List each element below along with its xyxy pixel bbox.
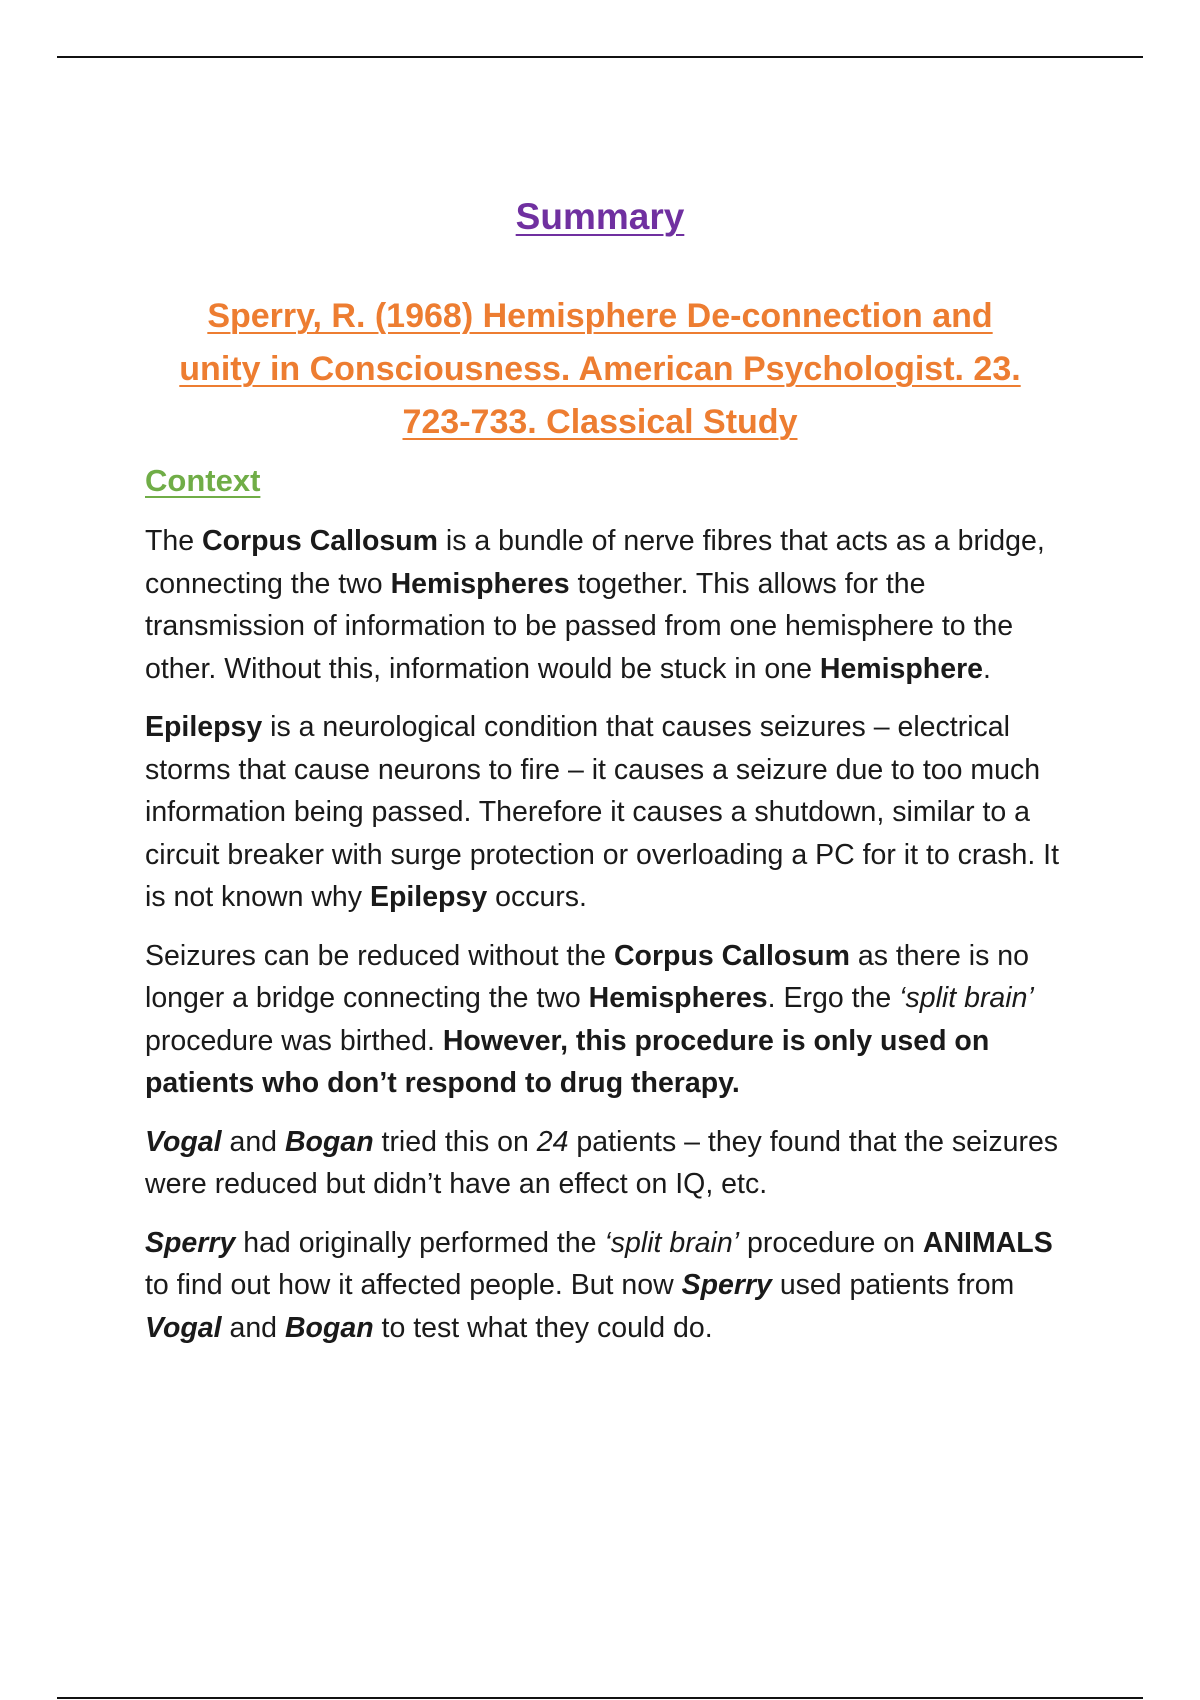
text-run: as there is no longer a bridge connecting the two <box>145 939 1029 1014</box>
bottom-horizontal-rule <box>57 1697 1143 1699</box>
text-run: had originally performed the <box>235 1226 605 1259</box>
text-run: Hemispheres <box>588 982 768 1014</box>
text-run: is a neurological condition that causes seizures – electrical storms that cause neurons to fire – it causes a seizure due to too much information being passed. Therefore it causes a shutdown, similar to a circuit breaker with surge protection or overloading a PC for it to crash. It is not known why <box>145 711 1059 913</box>
citation-line-2: unity in Consciousness. American Psychologist. 23. <box>179 350 1021 388</box>
text-run: occurs. <box>487 881 587 913</box>
text-run: and <box>221 1311 285 1344</box>
text-run: ‘split brain’ <box>899 982 1034 1014</box>
top-horizontal-rule <box>57 56 1143 58</box>
citation-line-1: Sperry, R. (1968) Hemisphere De-connection and <box>207 297 993 335</box>
text-run: Vogal <box>145 1311 222 1344</box>
text-run: . <box>983 652 991 685</box>
text-run: Corpus Callosum <box>613 939 850 972</box>
citation-line-3: 723-733. Classical Study <box>402 403 798 441</box>
text-run: Epilepsy <box>369 881 488 913</box>
text-run: procedure on <box>739 1226 923 1259</box>
text-run: to find out how it affected people. But now <box>145 1269 682 1301</box>
text-run: ANIMALS <box>922 1226 1053 1259</box>
paragraph-seizures <box>145 935 1065 1105</box>
text-run: Hemispheres <box>390 567 570 600</box>
paragraph-epilepsy <box>145 706 1065 919</box>
text-run: used patients from <box>771 1269 1015 1301</box>
text-run: 24 <box>536 1125 569 1158</box>
text-run: Corpus Callosum <box>202 525 438 557</box>
context-heading: Context <box>145 463 261 498</box>
text-run: to test what they could do. <box>373 1311 713 1344</box>
page-title: Summary <box>515 196 685 237</box>
text-run: and <box>221 1125 285 1158</box>
text-run: . Ergo the <box>767 982 900 1014</box>
text-run: However, this procedure is only used on patients who don’t respond to drug therapy. <box>145 1024 990 1099</box>
text-run: Epilepsy <box>145 711 263 743</box>
text-run: Sperry <box>145 1226 236 1259</box>
text-run: Vogal <box>145 1125 222 1158</box>
paragraph-sperry <box>145 1222 1065 1350</box>
text-run: The <box>145 525 203 557</box>
text-run: patients – they found that the seizures were reduced but didn’t have an effect on IQ, etc. <box>145 1125 1059 1200</box>
text-run: tried this on <box>373 1125 537 1158</box>
citation-heading <box>150 290 1050 449</box>
paragraph-corpus-callosum <box>145 520 1065 690</box>
text-run: Sperry <box>681 1269 772 1301</box>
text-run: ‘split brain’ <box>604 1226 740 1259</box>
text-run: Bogan <box>284 1125 374 1158</box>
text-run: is a bundle of nerve fibres that acts as a bridge, connecting the two <box>145 525 1045 600</box>
text-run: together. This allows for the transmission of information to be passed from one hemisphere to the other. Without this, information would be stuck in one <box>145 567 1014 685</box>
paragraph-vogal-bogan <box>145 1121 1065 1206</box>
text-run: Bogan <box>284 1311 374 1344</box>
text-run: procedure was birthed. <box>145 1024 443 1057</box>
body-text <box>145 520 1065 1365</box>
text-run: Seizures can be reduced without the <box>145 939 614 972</box>
text-run: Hemisphere <box>819 652 984 685</box>
